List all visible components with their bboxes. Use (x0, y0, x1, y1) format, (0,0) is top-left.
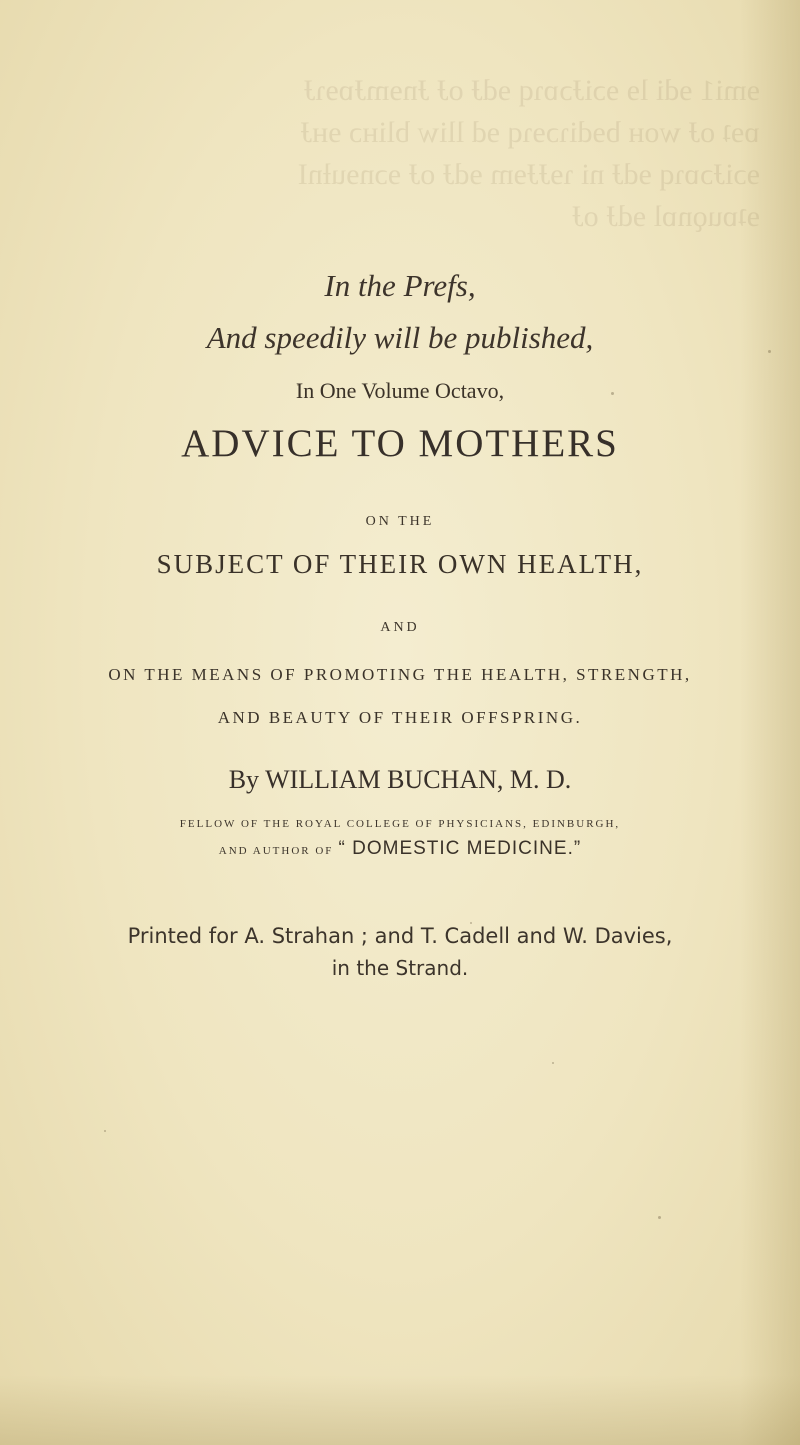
page-bottom-shade (0, 1375, 800, 1445)
fellow-line: FELLOW OF THE ROYAL COLLEGE OF PHYSICIANS, EDINBURGH, (179, 818, 621, 830)
and-line: AND (380, 620, 420, 635)
announcement-line: And speedily will be published, (206, 320, 594, 355)
author-of-prefix: AND AUTHOR OF (218, 845, 334, 857)
in-the-press-line: In the Prefs, (324, 268, 476, 303)
format-line: In One Volume Octavo, (295, 378, 505, 403)
book-title: ADVICE TO MOTHERS (181, 422, 619, 465)
on-the-line: ON THE (365, 514, 435, 529)
bleed-through-text: ɘmi1 ɘdi lɘ ɘɔiɈɔɒɿq ɘdɈ oɈ ɈnɘmɈɒɘɿɈ ɒɘʇ oɈ woʜ bɘdiɿɔɘɿq ɘd lliw bliʜɔ ɘʜɈ ɘɔiɈɔɒɿq ɘdɈ ni ɿɘɈɈɘm ɘdɈ oɈ ɘɔnɘuƚnI ɘʇɒuǫnɒl ɘdɈ oɈ (297, 74, 760, 233)
page-edge-shade (740, 0, 800, 1445)
author-byline: By WILLIAM BUCHAN, M. D. (228, 765, 572, 794)
strand-line: in the Strand. (331, 956, 469, 980)
beauty-line: AND BEAUTY OF THEIR OFFSPRING. (217, 708, 583, 727)
subject-line: SUBJECT OF THEIR OWN HEALTH, (156, 549, 644, 579)
imprint-line: Printed for A. Strahan ; and T. Cadell and W. Davies, (127, 924, 673, 948)
author-of-line (0, 838, 800, 860)
domestic-medicine-title: “ DOMESTIC MEDICINE.” (338, 838, 582, 859)
means-line: ON THE MEANS OF PROMOTING THE HEALTH, STRENGTH, (108, 665, 692, 684)
